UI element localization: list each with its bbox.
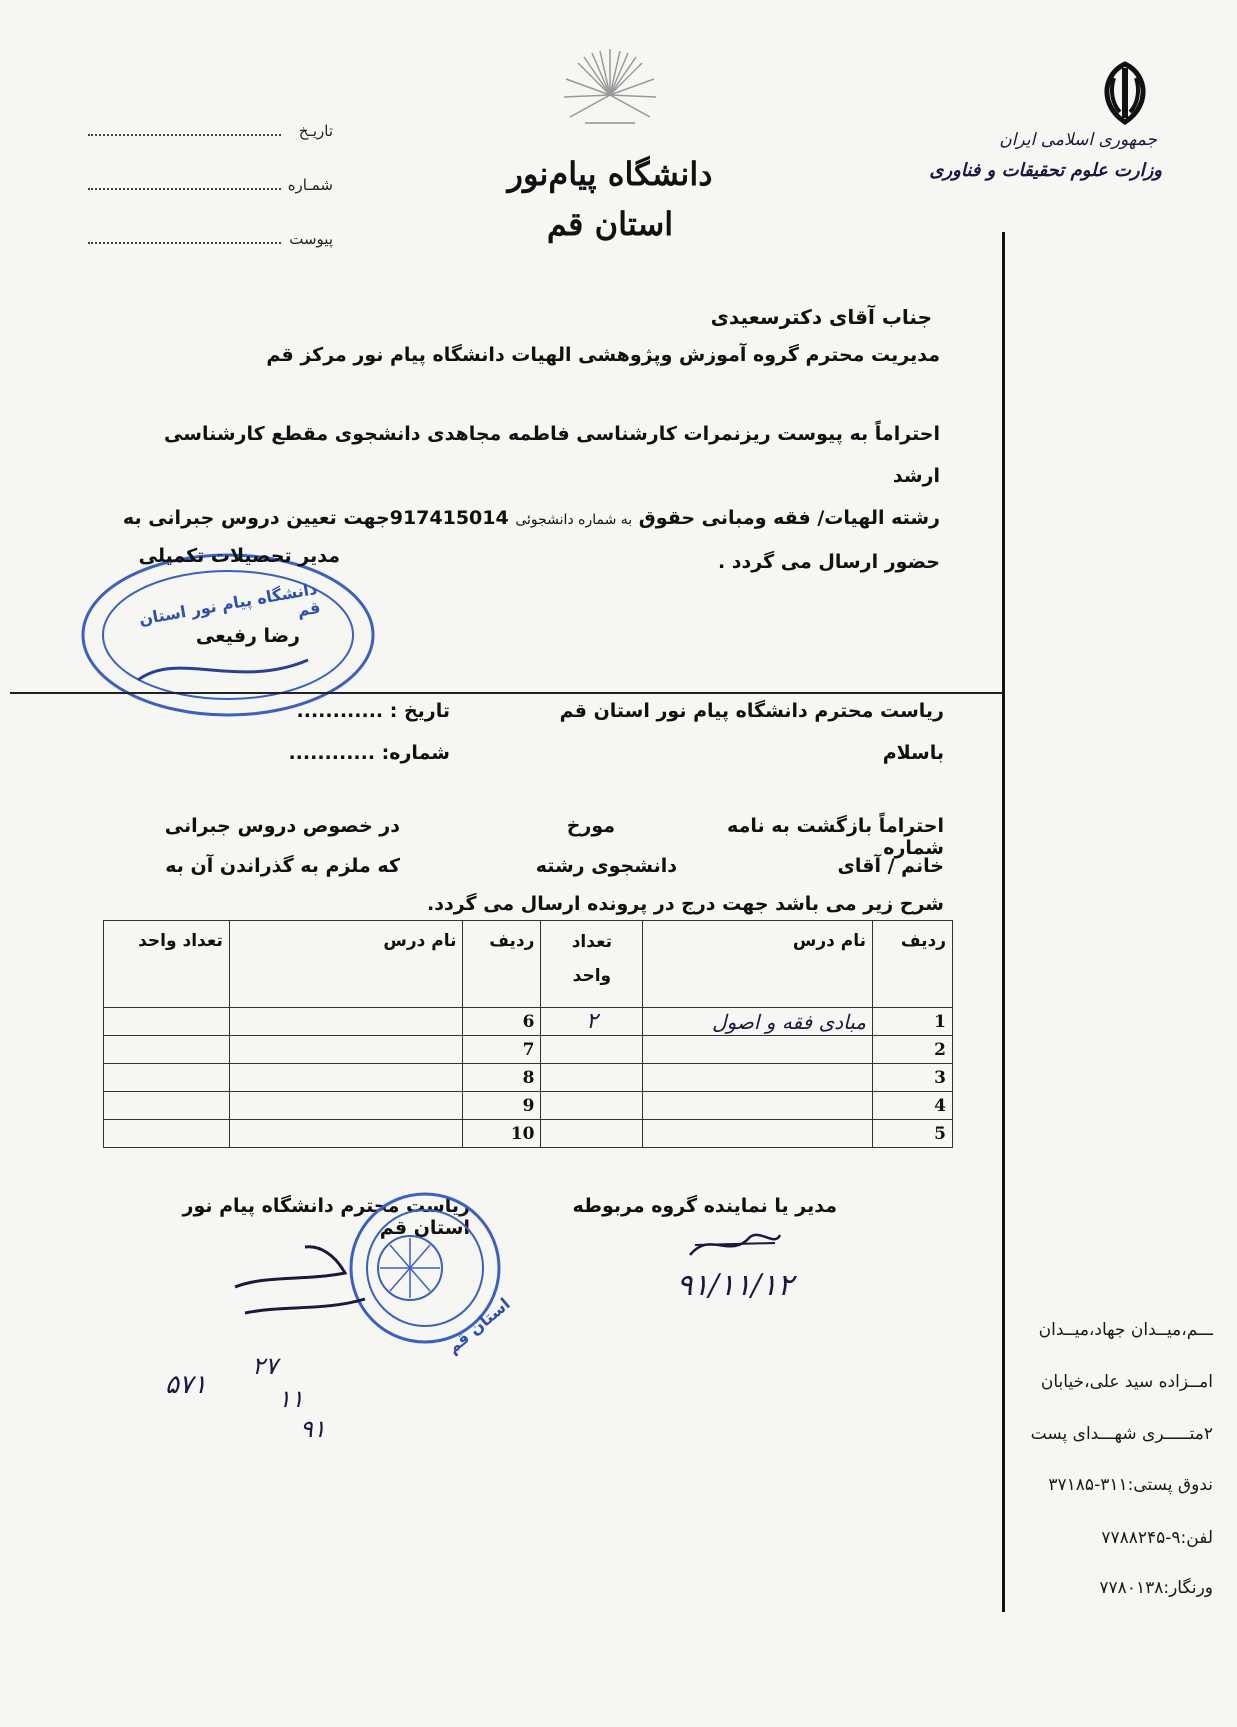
university-name: دانشگاه پیام‌نور (507, 155, 713, 193)
course-cell (229, 1064, 463, 1092)
course-cell (229, 1008, 463, 1036)
courses-table (103, 920, 953, 1148)
row-number-cell: 1 (872, 1008, 952, 1036)
margin-divider (1002, 232, 1005, 1612)
reply-line-1c: در خصوص دروس جبرانی (164, 815, 400, 837)
signer-title: مدیر تحصیلات تکمیلی (138, 545, 340, 567)
header-course-1: نام درس (643, 921, 873, 1008)
reply-date: تاریخ : ............ (296, 700, 450, 722)
header-units-1: تعداد واحد (541, 921, 643, 1008)
hand-date-day: ۲۷ (252, 1352, 278, 1380)
reply-addressee: ریاست محترم دانشگاه پیام نور استان قم (559, 700, 944, 722)
hand-date-year: ۹۱ (300, 1415, 326, 1443)
header-units-2: تعداد واحد (104, 921, 230, 1008)
row-number-cell: 5 (872, 1120, 952, 1148)
stamp-province-text: استان قم (443, 1294, 514, 1358)
row-number-cell: 10 (463, 1120, 541, 1148)
salutation: جناب آقای دکترسعیدی (710, 305, 932, 329)
phone-number: لفن:۹-۷۷۸۸۲۴۵ (1101, 1528, 1213, 1548)
postal-box: ندوق پستی:۳۱۱-۳۷۱۸۵ (1048, 1475, 1213, 1495)
table-row (104, 1036, 953, 1064)
date-label: تاریـخ (298, 122, 333, 140)
units-cell (104, 1092, 230, 1120)
group-manager-label: مدیر یا نماینده گروه مربوطه (572, 1195, 837, 1217)
paragraph-line-3: حضور ارسال می گردد . (717, 551, 940, 573)
table-header-row (104, 921, 953, 1008)
sun-logo-icon (560, 45, 660, 145)
row-number-cell: 6 (463, 1008, 541, 1036)
reply-line-1b: مورخ (566, 815, 615, 837)
course-cell (229, 1120, 463, 1148)
row-number-cell: 2 (872, 1036, 952, 1064)
attachment-field (88, 230, 333, 256)
group-manager-date: ۹۱/۱۱/۱۲ (676, 1268, 794, 1303)
reply-number: شماره: ............ (288, 742, 450, 764)
paragraph-line-2: رشته الهیات/ فقه ومبانی حقوق به شماره دانشجوئی 917415014جهت تعیین دروس جبرانی به (122, 507, 940, 529)
course-cell (643, 1120, 873, 1148)
iran-emblem-icon (1090, 58, 1160, 128)
units-cell (104, 1064, 230, 1092)
date-field (88, 122, 333, 148)
row-number-cell: 9 (463, 1092, 541, 1120)
number-label: شمـاره (287, 176, 333, 194)
course-cell (643, 1064, 873, 1092)
course-cell (229, 1092, 463, 1120)
university-logo (560, 45, 660, 145)
reply-line-3: شرح زیر می باشد جهت درج در پرونده ارسال می گردد. (427, 893, 944, 915)
president-label: ریاست محترم دانشگاه پیام نور استان قم (182, 1195, 470, 1239)
signer-name: رضا رفیعی (195, 625, 300, 647)
header-course-2: نام درس (229, 921, 463, 1008)
address-line-3: ۲متـــــری شهـــدای پست (1030, 1424, 1213, 1444)
reply-line-2a: خانم / آقای (837, 855, 944, 877)
table-row (104, 1120, 953, 1148)
row-number-cell: 8 (463, 1064, 541, 1092)
table-row (104, 1008, 953, 1036)
units-cell (104, 1036, 230, 1064)
number-field (88, 176, 333, 202)
reply-greeting: باسلام (882, 742, 944, 764)
header-row-1: ردیف (872, 921, 952, 1008)
country-title: جمهوری اسلامی ایران (999, 130, 1157, 150)
reply-line-2b: دانشجوی رشته (535, 855, 677, 877)
reply-line-1a: احتراماً بازگشت به نامه شماره (727, 815, 944, 859)
fax-number: ورنگار:۷۷۸۰۱۳۸ (1099, 1578, 1213, 1598)
units-cell (104, 1008, 230, 1036)
signature-scribble-icon (225, 1225, 375, 1335)
course-cell (229, 1036, 463, 1064)
attachment-label: پیوست (289, 230, 333, 248)
units-cell (104, 1120, 230, 1148)
row-number-cell: 4 (872, 1092, 952, 1120)
president-signature (225, 1225, 375, 1335)
course-cell: مبادی فقه و اصول (643, 1008, 873, 1036)
units-cell (541, 1092, 643, 1120)
recipient: مدیریت محترم گروه آموزش وپژوهشی الهیات دانشگاه پیام نور مرکز قم (266, 344, 940, 366)
units-cell (541, 1036, 643, 1064)
address-line-2: امــزاده سید علی،خیابان (1040, 1372, 1213, 1392)
address-line-1: ـــم،میــدان جهاد،میــدان (1038, 1320, 1213, 1340)
units-cell (541, 1064, 643, 1092)
reply-line-2c: که ملزم به گذراندن آن به (165, 855, 400, 877)
units-cell (541, 1120, 643, 1148)
stamp-text: دانشگاه پیام نور استان قم (137, 578, 322, 629)
units-cell: ۲ (541, 1008, 643, 1036)
university-province: استان قم (546, 205, 674, 243)
row-number-cell: 3 (872, 1064, 952, 1092)
state-emblem (1090, 58, 1160, 128)
course-cell (643, 1036, 873, 1064)
table-row (104, 1092, 953, 1120)
paragraph-line-1: احتراماً به پیوست ریزنمرات کارشناسی فاطمه مجاهدی دانشجوی مقطع کارشناسی ارشد (164, 423, 940, 487)
header-row-2: ردیف (463, 921, 541, 1008)
course-cell (643, 1092, 873, 1120)
table-row (104, 1064, 953, 1092)
signature-scribble-icon (680, 1225, 790, 1265)
hand-number: ۵۷۱ (165, 1370, 207, 1400)
ministry-title: وزارت علوم تحقیقات و فناوری (929, 160, 1162, 181)
hand-date-month: ۱۱ (278, 1385, 304, 1413)
section-divider (10, 692, 1003, 694)
row-number-cell: 7 (463, 1036, 541, 1064)
group-manager-signature (680, 1225, 790, 1265)
